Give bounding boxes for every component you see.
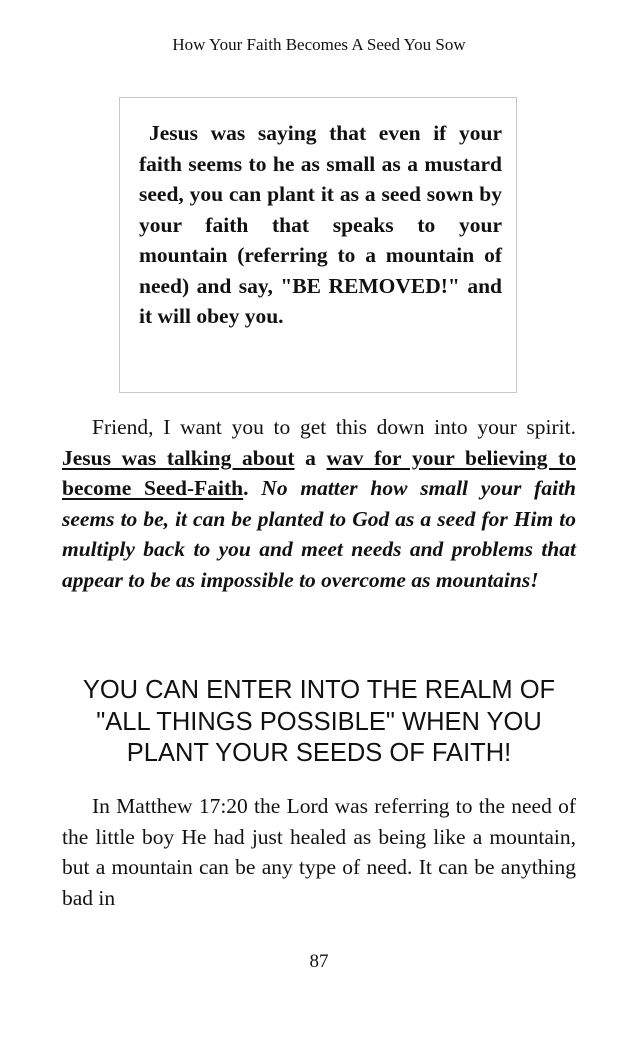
underlined-phrase-1: Jesus was talking about: [62, 445, 295, 470]
running-header: How Your Faith Becomes A Seed You Sow: [172, 35, 466, 54]
section-headline: YOU CAN ENTER INTO THE REALM OF "ALL THINGS POSSIBLE" WHEN YOU PLANT YOUR SEEDS OF FAITH!: [82, 676, 556, 767]
callout-box: [119, 97, 517, 393]
bold-italic-passage: No matter how small your faith seems to be, it can be planted to God as a seed for Him to multiply back to you and meet needs and problems that appear to be as impossible to overcome as mountains!: [62, 476, 576, 592]
bold-period: .: [243, 476, 262, 500]
body-paragraph-1: [62, 412, 576, 595]
page-number: 87: [309, 951, 329, 972]
underlined-phrase-2: wav for your believing to become Seed-Faith: [62, 445, 576, 500]
callout-text: Jesus was saying that even if your faith seems to he as small as a mustard seed, you can plant it as a seed sown by your faith that speaks to your mountain (referring to a mountain of need) and say, "BE REMOVED!" and it will obey you.: [139, 121, 502, 328]
paragraph-1-plain: Friend, I want you to get this down into your spirit.: [92, 415, 576, 439]
bold-connector: a: [294, 445, 327, 470]
body-paragraph-2: In Matthew 17:20 the Lord was referring to the need of the little boy He had just healed as being like a mountain, but a mountain can be any type of need. It can be anything bad in: [62, 794, 576, 910]
